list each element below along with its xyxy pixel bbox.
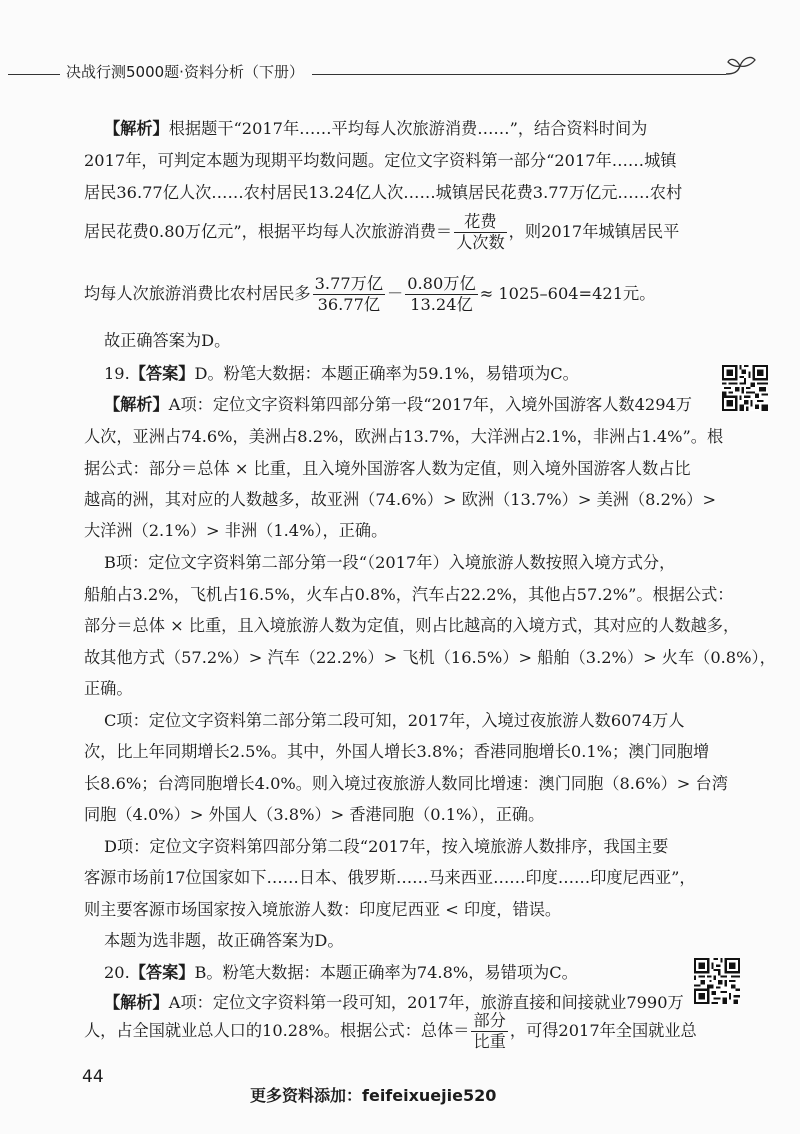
fraction-denominator: 36.77亿: [317, 295, 381, 314]
formula-result-text: ≈ 1025–604=421元。: [479, 284, 656, 303]
option-b-line-2: 船舶占3.2%，飞机占16.5%，火车占0.8%，汽车占22.2%，其他占57.2%”。根据公式：: [84, 585, 734, 604]
answer-text: B。粉笔大数据：本题正确率为74.8%，易错项为C。: [194, 963, 578, 982]
analysis-line-5: [84, 274, 655, 314]
fraction-denominator: 人次数: [456, 233, 505, 252]
formula-fraction-rural: [405, 275, 477, 314]
analysis-line-a2: 人次，亚洲占74.6%，美洲占8.2%，欧洲占13.7%，大洋洲占2.1%，非洲占1.4%”。根: [84, 427, 724, 446]
formula-fraction-urban: [313, 275, 385, 314]
analysis-tag: 【解析】: [104, 395, 169, 414]
analysis-line-3: 居民36.77亿人次……农村居民13.24亿人次……城镇居民花费3.77万亿元……农村: [84, 183, 683, 202]
answer-conclusion: 故正确答案为D。: [104, 331, 231, 350]
header-rule-left: [8, 74, 60, 75]
header-rule-right: [312, 74, 726, 75]
formula-lead-text: 人，占全国就业总人口的10.28%。根据公式：总体＝: [84, 1021, 470, 1040]
analysis-line-a5: 大洋洲（2.1%）> 非洲（1.4%），正确。: [84, 521, 388, 540]
analysis-line-b1: [104, 993, 684, 1013]
analysis-tag: 【解析】: [104, 119, 169, 138]
analysis-text: A项：定位文字资料第四部分第一段“2017年，入境外国游客人数4294万: [168, 395, 692, 414]
footer-note: 更多资料添加：feifeixuejie520: [250, 1086, 497, 1105]
analysis-text: 根据题干“2017年……平均每人次旅游消费……”，结合资料时间为: [168, 119, 648, 138]
fraction-denominator: 比重: [473, 1032, 506, 1051]
fraction-numerator: 部分: [473, 1011, 506, 1030]
answer-text: D。粉笔大数据：本题正确率为59.1%，易错项为C。: [194, 364, 579, 383]
qr-code-icon: [694, 958, 740, 1004]
question-number: 19.: [104, 364, 130, 383]
analysis-line-a1: [104, 395, 692, 415]
qr-code-icon: [722, 365, 768, 411]
formula-tail-text: ，则2017年城镇居民平: [508, 222, 680, 241]
option-c-line-1: C项：定位文字资料第二部分第二段可知，2017年，入境过夜旅游人数6074万人: [104, 711, 685, 730]
option-d-line-3: 则主要客源市场国家按入境旅游人数：印度尼西亚 < 印度，错误。: [84, 900, 562, 919]
option-b-line-5: 正确。: [84, 679, 133, 698]
answer-conclusion-q19: 本题为选非题，故正确答案为D。: [104, 931, 344, 950]
running-header-title: 决战行测5000题·资料分析（下册）: [66, 63, 304, 81]
answer-tag: 【答案】: [129, 364, 195, 383]
analysis-line-1: [104, 119, 647, 139]
answer-tag: 【答案】: [129, 963, 195, 982]
qr-code-q20: [694, 958, 740, 1004]
option-c-line-4: 同胞（4.0%）> 外国人（3.8%）> 香港同胞（0.1%），正确。: [84, 805, 545, 824]
option-b-line-1: B项：定位文字资料第二部分第一段“（2017年）入境旅游人数按照入境方式分，: [104, 553, 676, 572]
analysis-line-a3: 据公式：部分＝总体 × 比重，且入境外国游客人数为定值，则入境外国游客人数占比: [84, 459, 691, 478]
formula-tail-text: ，可得2017年全国就业总: [509, 1021, 697, 1040]
formula-lead-text: 均每人次旅游消费比农村居民多: [84, 284, 311, 303]
formula-fraction-spending: [454, 213, 507, 252]
qr-code-q19: [722, 365, 768, 411]
fraction-numerator: 花费: [454, 213, 507, 233]
option-c-line-2: 次，比上年同期增长2.5%。其中，外国人增长3.8%；香港同胞增长0.1%；澳门同胞增: [84, 742, 710, 761]
answer-line-q19: [104, 364, 579, 384]
option-d-line-2: 客源市场前17位国家如下……日本、俄罗斯……马来西亚……印度……印度尼西亚”，: [84, 868, 696, 887]
analysis-line-a4: 越高的洲，其对应的人数越多，故亚洲（74.6%）> 欧洲（13.7%）> 美洲（8.2%）>: [84, 490, 717, 509]
option-b-line-4: 故其他方式（57.2%）> 汽车（22.2%）> 飞机（16.5%）> 船舶（3.2%）> 火车（0.8%），: [84, 648, 776, 667]
analysis-line-4: [84, 212, 679, 252]
page-number: 44: [82, 1067, 104, 1087]
analysis-line-b2: [84, 1011, 697, 1051]
formula-lead-text: 居民花费0.80万亿元”，根据平均每人次旅游消费＝: [84, 222, 453, 241]
question-number: 20.: [104, 963, 130, 982]
sprout-leaf-icon: [722, 52, 758, 82]
fraction-numerator: 0.80万亿: [407, 274, 476, 293]
analysis-text: A项：定位文字资料第一段可知，2017年，旅游直接和间接就业7990万: [168, 993, 684, 1012]
fraction-numerator: 3.77万亿: [314, 274, 384, 293]
analysis-tag: 【解析】: [104, 993, 169, 1012]
fraction-denominator: 13.24亿: [410, 295, 473, 314]
option-c-line-3: 长8.6%；台湾同胞增长4.0%。则入境过夜旅游人数同比增速：澳门同胞（8.6%）> 台湾: [84, 774, 728, 793]
answer-line-q20: [104, 963, 578, 983]
formula-fraction-total: [471, 1012, 507, 1051]
analysis-line-2: 2017年，可判定本题为现期平均数问题。定位文字资料第一部分“2017年……城镇: [84, 151, 677, 170]
option-d-line-1: D项：定位文字资料第四部分第二段“2017年，按入境旅游人数排序，我国主要: [104, 837, 669, 856]
minus-sign: －: [387, 284, 404, 303]
option-b-line-3: 部分＝总体 × 比重，且入境旅游人数为定值，则占比越高的入境方式，其对应的人数越多，: [84, 616, 740, 635]
